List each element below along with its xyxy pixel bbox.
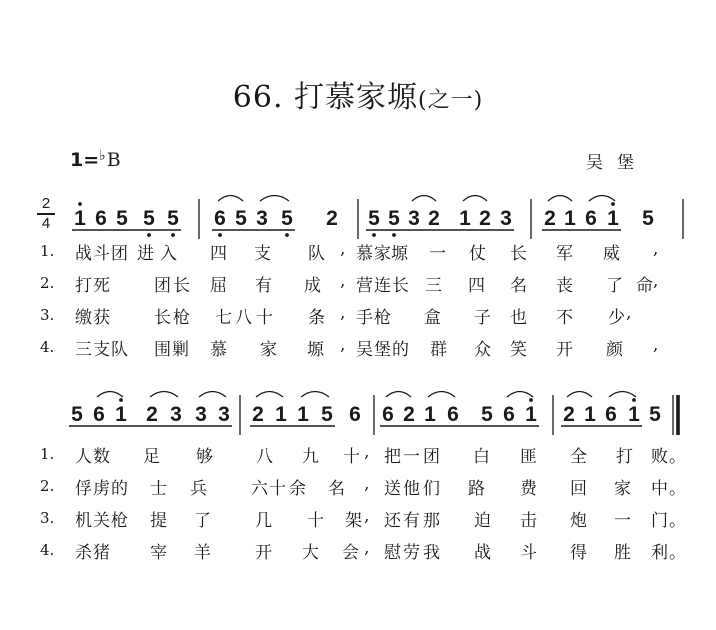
lyric-syllable: 枪 bbox=[173, 308, 190, 328]
lyric-syllable: 家 bbox=[374, 244, 391, 264]
lyric-syllable: , bbox=[653, 335, 659, 355]
slur bbox=[386, 392, 411, 398]
lyric-syllable: 支 bbox=[93, 340, 110, 360]
slur bbox=[199, 392, 226, 398]
lyric-syllable: 吴 bbox=[356, 340, 373, 360]
lyric-syllable: 了 bbox=[606, 276, 623, 296]
octave-dot-below bbox=[218, 233, 222, 237]
lyric-syllable: 宰 bbox=[150, 543, 167, 563]
lyric-syllable: 团 bbox=[154, 276, 171, 296]
lyric-syllable: 一 bbox=[403, 447, 420, 467]
lyric-syllable: , bbox=[340, 335, 346, 355]
lyric-syllable: 提 bbox=[150, 511, 167, 531]
lyric-syllable: 得 bbox=[570, 543, 587, 563]
time-signature-bottom: 4 bbox=[41, 214, 51, 232]
note-row1-m4-n4: 1 bbox=[607, 207, 619, 230]
lyric-syllable: , bbox=[653, 239, 659, 259]
lyric-syllable: 关 bbox=[93, 511, 110, 531]
lyric-syllable: 八 bbox=[235, 308, 252, 328]
lyric-syllable: 丧 bbox=[556, 276, 573, 296]
note-row2-m3-n1: 6 bbox=[382, 403, 394, 426]
slur bbox=[260, 196, 289, 202]
lyric-syllable: 路 bbox=[468, 479, 485, 499]
lyric-syllable: 还 bbox=[384, 511, 401, 531]
lyric-syllable: 慰 bbox=[384, 543, 401, 563]
lyric-syllable: 送 bbox=[384, 479, 401, 499]
octave-dot-below bbox=[171, 233, 175, 237]
slur bbox=[256, 392, 283, 398]
octave-dot-below bbox=[285, 233, 289, 237]
lyric-syllable: 兵 bbox=[190, 479, 207, 499]
lyric-syllable: 那 bbox=[423, 511, 440, 531]
octave-dot-below bbox=[147, 233, 151, 237]
lyric-syllable: 死 bbox=[93, 276, 110, 296]
lyric-syllable: 们 bbox=[423, 479, 440, 499]
octave-dot-below bbox=[392, 233, 396, 237]
lyric-syllable: 击 bbox=[520, 511, 537, 531]
note-row1-m2-n3: 3 bbox=[256, 207, 268, 230]
lyric-syllable: 支 bbox=[254, 244, 271, 264]
lyric-syllable: 慕 bbox=[210, 340, 227, 360]
lyric-syllable: 把 bbox=[384, 447, 401, 467]
slur bbox=[507, 392, 533, 398]
octave-dot-above bbox=[119, 398, 123, 402]
lyric-syllable: 慕 bbox=[356, 244, 373, 264]
lyric-syllable: 十 bbox=[256, 308, 273, 328]
lyric-syllable: 名 bbox=[328, 479, 345, 499]
lyric-syllable: 。 bbox=[669, 543, 686, 563]
lyric-syllable: , bbox=[364, 474, 370, 494]
lyric-syllable: 九 bbox=[302, 447, 319, 467]
slur bbox=[150, 392, 178, 398]
song-number: 66. bbox=[232, 80, 284, 115]
octave-dot-above bbox=[611, 202, 615, 206]
lyric-syllable: 斗 bbox=[93, 244, 110, 264]
lyric-syllable: 机 bbox=[75, 511, 92, 531]
lyric-syllable: 家 bbox=[614, 479, 631, 499]
lyric-syllable: 入 bbox=[160, 244, 177, 264]
verse-number: 3. bbox=[40, 509, 55, 527]
lyric-line-verse-2 bbox=[0, 474, 716, 498]
lyric-syllable: 猪 bbox=[93, 543, 110, 563]
note-row2-m2-n2: 1 bbox=[275, 403, 287, 426]
slur bbox=[412, 196, 436, 202]
lyric-syllable: 战 bbox=[474, 543, 491, 563]
lyric-syllable: 长 bbox=[510, 244, 527, 264]
lyric-syllable: 斗 bbox=[520, 543, 537, 563]
slur bbox=[218, 196, 243, 202]
lyric-syllable: 群 bbox=[430, 340, 447, 360]
note-row1-m1-n1: 1 bbox=[74, 207, 86, 230]
lyric-syllable: 塬 bbox=[391, 244, 408, 264]
note-row1-m1-n5: 5 bbox=[167, 207, 179, 230]
lyric-syllable: 十 bbox=[343, 447, 360, 467]
lyric-syllable: 营 bbox=[356, 276, 373, 296]
note-row2-m1-n6: 3 bbox=[195, 403, 207, 426]
note-row2-m1-n2: 6 bbox=[93, 403, 105, 426]
lyric-syllable: 缴 bbox=[75, 308, 92, 328]
lyric-syllable: 中 bbox=[651, 479, 668, 499]
lyric-syllable: , bbox=[364, 538, 370, 558]
note-row1-m4-n5: 5 bbox=[642, 207, 654, 230]
note-row1-m3-n5: 1 bbox=[459, 207, 471, 230]
note-row2-m4-n4: 1 bbox=[628, 403, 640, 426]
lyric-syllable: 也 bbox=[510, 308, 527, 328]
note-row2-m3-n2: 2 bbox=[403, 403, 415, 426]
note-row2-m2-n4: 5 bbox=[321, 403, 333, 426]
note-row2-m1-n7: 3 bbox=[218, 403, 230, 426]
song-subtitle: (之一) bbox=[418, 88, 484, 113]
lyric-syllable: 进 bbox=[137, 244, 154, 264]
lyric-syllable: 大 bbox=[302, 543, 319, 563]
lyric-syllable: 获 bbox=[93, 308, 110, 328]
key-note: B bbox=[106, 149, 121, 171]
note-row2-m4-n2: 1 bbox=[584, 403, 596, 426]
lyric-line-verse-3 bbox=[0, 303, 716, 327]
lyric-syllable: 一 bbox=[614, 511, 631, 531]
lyric-syllable: 开 bbox=[255, 543, 272, 563]
lyric-syllable: 围 bbox=[154, 340, 171, 360]
lyric-syllable: 全 bbox=[570, 447, 587, 467]
lyric-syllable: 架 bbox=[345, 511, 362, 531]
lyric-syllable: 少 bbox=[608, 308, 625, 328]
lyric-syllable: 羊 bbox=[194, 543, 211, 563]
octave-dot-below bbox=[372, 233, 376, 237]
verse-number: 4. bbox=[40, 338, 55, 356]
octave-dot-above bbox=[632, 398, 636, 402]
lyric-syllable: 不 bbox=[556, 308, 573, 328]
note-row1-m1-n2: 6 bbox=[95, 207, 107, 230]
note-row1-m1-n4: 5 bbox=[143, 207, 155, 230]
lyric-syllable: 虏 bbox=[93, 479, 110, 499]
note-row1-m3-n1: 5 bbox=[368, 207, 380, 230]
lyric-syllable: 会 bbox=[342, 543, 359, 563]
lyric-syllable: 名 bbox=[510, 276, 527, 296]
lyric-syllable: 的 bbox=[392, 340, 409, 360]
lyric-syllable: 数 bbox=[93, 447, 110, 467]
verse-number: 3. bbox=[40, 306, 55, 324]
note-row2-m3-n3: 1 bbox=[424, 403, 436, 426]
lyric-syllable: 匪 bbox=[520, 447, 537, 467]
lyric-syllable: 士 bbox=[150, 479, 167, 499]
lyric-syllable: 打 bbox=[616, 447, 633, 467]
lyric-line-verse-4 bbox=[0, 538, 716, 562]
lyric-syllable: 众 bbox=[474, 340, 491, 360]
lyric-line-verse-1 bbox=[0, 239, 716, 263]
note-row2-m3-n5: 5 bbox=[481, 403, 493, 426]
note-row1-m3-n4: 2 bbox=[428, 207, 440, 230]
lyric-syllable: 四 bbox=[210, 244, 227, 264]
lyric-syllable: 杀 bbox=[75, 543, 92, 563]
lyric-syllable: 枪 bbox=[374, 308, 391, 328]
slur bbox=[589, 196, 615, 202]
lyric-syllable: 三 bbox=[75, 340, 92, 360]
lyric-syllable: 堡 bbox=[374, 340, 391, 360]
verse-number: 2. bbox=[40, 477, 55, 495]
lyric-syllable: 炮 bbox=[570, 511, 587, 531]
lyric-syllable: 十 bbox=[307, 511, 324, 531]
lyric-syllable: 胜 bbox=[614, 543, 631, 563]
lyric-syllable: 俘 bbox=[75, 479, 92, 499]
lyric-syllable: 军 bbox=[556, 244, 573, 264]
lyric-syllable: 回 bbox=[570, 479, 587, 499]
lyric-syllable: 足 bbox=[143, 447, 160, 467]
lyric-syllable: 。 bbox=[669, 479, 686, 499]
lyric-syllable: 他 bbox=[403, 479, 420, 499]
note-row2-m4-n1: 2 bbox=[563, 403, 575, 426]
lyric-syllable: 条 bbox=[308, 308, 325, 328]
composer-credit: 吴堡 bbox=[586, 153, 648, 173]
note-row1-m2-n1: 6 bbox=[214, 207, 226, 230]
lyric-syllable: 仗 bbox=[469, 244, 486, 264]
lyric-syllable: 打 bbox=[75, 276, 92, 296]
lyric-line-verse-2 bbox=[0, 271, 716, 295]
lyric-syllable: 长 bbox=[154, 308, 171, 328]
lyric-syllable: 队 bbox=[111, 340, 128, 360]
lyric-syllable: 长 bbox=[173, 276, 190, 296]
note-row2-m4-n5: 5 bbox=[649, 403, 661, 426]
note-row2-m3-n6: 6 bbox=[503, 403, 515, 426]
lyric-syllable: 盒 bbox=[424, 308, 441, 328]
note-row2-m2-n5: 6 bbox=[349, 403, 361, 426]
lyric-syllable: 有 bbox=[403, 511, 420, 531]
note-row2-m3-n4: 6 bbox=[447, 403, 459, 426]
lyric-syllable: 六 bbox=[251, 479, 268, 499]
lyric-line-verse-3 bbox=[0, 506, 716, 530]
lyric-syllable: , bbox=[653, 271, 659, 291]
lyric-syllable: 剿 bbox=[172, 340, 189, 360]
note-row1-m2-n5: 2 bbox=[326, 207, 338, 230]
lyric-syllable: 命 bbox=[636, 276, 653, 296]
lyric-syllable: 迫 bbox=[474, 511, 491, 531]
lyric-syllable: 一 bbox=[429, 244, 446, 264]
lyric-syllable: 开 bbox=[556, 340, 573, 360]
lyric-syllable: 三 bbox=[425, 276, 442, 296]
lyric-syllable: 够 bbox=[196, 447, 213, 467]
note-row2-m1-n1: 5 bbox=[71, 403, 83, 426]
octave-dot-above bbox=[78, 202, 82, 206]
note-row2-m4-n3: 6 bbox=[605, 403, 617, 426]
note-row2-m1-n3: 1 bbox=[115, 403, 127, 426]
lyric-syllable: 手 bbox=[356, 308, 373, 328]
lyric-syllable: 团 bbox=[423, 447, 440, 467]
lyric-syllable: 余 bbox=[289, 479, 306, 499]
note-row2-m1-n4: 2 bbox=[146, 403, 158, 426]
lyric-syllable: 的 bbox=[111, 479, 128, 499]
lyric-line-verse-1 bbox=[0, 442, 716, 466]
lyric-syllable: 。 bbox=[669, 447, 686, 467]
lyric-syllable: 笑 bbox=[510, 340, 527, 360]
lyric-syllable: 队 bbox=[308, 244, 325, 264]
lyric-syllable: 战 bbox=[75, 244, 92, 264]
lyric-syllable: 四 bbox=[468, 276, 485, 296]
lyric-syllable: , bbox=[340, 271, 346, 291]
slur bbox=[548, 196, 572, 202]
lyric-syllable: 我 bbox=[423, 543, 440, 563]
lyric-syllable: 几 bbox=[255, 511, 272, 531]
note-row2-m3-n7: 1 bbox=[525, 403, 537, 426]
lyric-syllable: 劳 bbox=[403, 543, 420, 563]
lyric-syllable: 屈 bbox=[210, 276, 227, 296]
lyric-syllable: , bbox=[340, 239, 346, 259]
note-row2-m1-n5: 3 bbox=[170, 403, 182, 426]
lyric-syllable: , bbox=[626, 303, 632, 323]
lyric-syllable: 了 bbox=[194, 511, 211, 531]
lyric-syllable: , bbox=[364, 506, 370, 526]
note-row1-m4-n2: 1 bbox=[564, 207, 576, 230]
verse-number: 1. bbox=[40, 445, 55, 463]
slur bbox=[301, 392, 329, 398]
note-row2-m2-n1: 2 bbox=[252, 403, 264, 426]
note-row2-m2-n3: 1 bbox=[297, 403, 309, 426]
lyric-syllable: 费 bbox=[520, 479, 537, 499]
lyric-syllable: 子 bbox=[474, 308, 491, 328]
lyric-syllable: 成 bbox=[304, 276, 321, 296]
lyric-syllable: 有 bbox=[255, 276, 272, 296]
verse-number: 4. bbox=[40, 541, 55, 559]
note-row1-m3-n6: 2 bbox=[479, 207, 491, 230]
song-name: 打慕家塬 bbox=[294, 80, 419, 115]
lyric-syllable: 团 bbox=[111, 244, 128, 264]
slur bbox=[609, 392, 636, 398]
note-row1-m3-n3: 3 bbox=[408, 207, 420, 230]
note-row1-m3-n2: 5 bbox=[388, 207, 400, 230]
lyric-syllable: 塬 bbox=[307, 340, 324, 360]
lyric-syllable: 长 bbox=[392, 276, 409, 296]
lyric-syllable: 连 bbox=[374, 276, 391, 296]
slur bbox=[463, 196, 487, 202]
note-row1-m4-n1: 2 bbox=[544, 207, 556, 230]
lyric-syllable: 十 bbox=[269, 479, 286, 499]
lyric-syllable: 家 bbox=[260, 340, 277, 360]
note-row1-m2-n4: 5 bbox=[281, 207, 293, 230]
lyric-syllable: 利 bbox=[651, 543, 668, 563]
lyric-syllable: 。 bbox=[669, 511, 686, 531]
lyric-syllable: , bbox=[364, 442, 370, 462]
lyric-syllable: 白 bbox=[473, 447, 490, 467]
lyric-syllable: 败 bbox=[651, 447, 668, 467]
octave-dot-above bbox=[529, 398, 533, 402]
lyric-syllable: 门 bbox=[651, 511, 668, 531]
time-signature-top: 2 bbox=[41, 195, 51, 212]
lyric-syllable: 颜 bbox=[606, 340, 623, 360]
verse-number: 2. bbox=[40, 274, 55, 292]
lyric-syllable: , bbox=[340, 303, 346, 323]
key-label: 1= bbox=[70, 149, 100, 171]
lyric-syllable: 枪 bbox=[111, 511, 128, 531]
lyric-syllable: 七 bbox=[215, 308, 232, 328]
slur bbox=[428, 392, 455, 398]
note-row1-m4-n3: 6 bbox=[585, 207, 597, 230]
slur bbox=[567, 392, 592, 398]
lyric-line-verse-4 bbox=[0, 335, 716, 359]
verse-number: 1. bbox=[40, 242, 55, 260]
lyric-syllable: 八 bbox=[256, 447, 273, 467]
flat-sign: ♭ bbox=[99, 148, 106, 164]
note-row1-m2-n2: 5 bbox=[235, 207, 247, 230]
lyric-syllable: 人 bbox=[75, 447, 92, 467]
note-row1-m3-n7: 3 bbox=[500, 207, 512, 230]
lyric-syllable: 威 bbox=[603, 244, 620, 264]
note-row1-m1-n3: 5 bbox=[116, 207, 128, 230]
slur bbox=[97, 392, 123, 398]
